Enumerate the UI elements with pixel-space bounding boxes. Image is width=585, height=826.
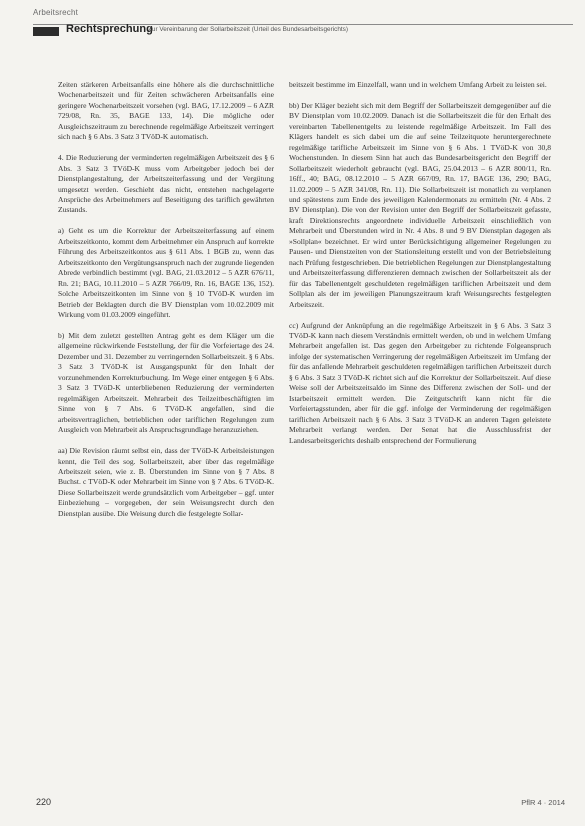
text-column-right xyxy=(289,80,551,456)
paragraph: b) Mit dem zuletzt gestellten Antrag geht es dem Kläger um die allgemeine rückwirkende Feststellung, der für die Vorfeiertage des 24. Dezember und 31. Dezember zu verringernden Sollarbeitszeit. § 6 Abs. 3 Satz 3 TVöD-K ist Ausgangspunkt für den Inhalt der vorzunehmenden Korrekturbuchung. Im Wege einer entgegen § 6 Abs. 3 Satz 3 TVöD-K unterbliebenen Reduzierung der verminderten regelmäßigen Arbeitszeit. Mehrarbeit des Teilzeitbeschäftigten im Sinne von § 7 Abs. 6 TVöD-K angefallen, sind die arbeitsvertraglichen, betrieblichen oder tariflichen Regelungen zum Ausgleich von Mehrarbeit als Anspruchsgrundlage heranzuziehen. xyxy=(58,331,274,435)
paragraph: aa) Die Revision räumt selbst ein, dass der TVöD-K Arbeitsleistungen kennt, die Teil des sog. Sollarbeitszeit, aber über das regelmäßige Arbeitszeit seien, wie z. B. Überstunden im Sinne von § 7 Abs. 8 Buchst. c TVöD-K oder Mehrarbeit im Sinne von § 7 Abs. 6 TVöD-K. Diese Sollarbeitszeit werde grundsätzlich vom Arbeitgeber – ggf. unter Einbeziehung – vorgegeben, der sein Weisungsrecht durch den Dienstplan ausübe. Die Weisung durch die festgelegte Sollar- xyxy=(58,446,274,518)
page-title: Rechtsprechung xyxy=(66,23,153,35)
page-subtitle: Zur Vereinbarung der Sollarbeitszeit (Urteil des Bundesarbeitsgerichts) xyxy=(148,26,348,33)
page-number: 220 xyxy=(36,797,52,807)
header-marker xyxy=(33,27,59,36)
section-label: Arbeitsrecht xyxy=(33,8,79,17)
paragraph: 4. Die Reduzierung der verminderten regelmäßigen Arbeitszeit des § 6 Abs. 3 Satz 3 TVöD-K muss vom Arbeitgeber jedoch bei der Dienstplangestaltung, der Arbeitszeiterfassung und der Vergütung umgesetzt werden. Geschieht das nicht, entstehen nachgelagerte Ansprüche des Arbeitnehmers auf Beseitigung des tariflich gewährten Zustands. xyxy=(58,153,274,215)
journal-issue: PflR 4 · 2014 xyxy=(521,798,565,807)
paragraph: cc) Aufgrund der Anknüpfung an die regelmäßige Arbeitszeit in § 6 Abs. 3 Satz 3 TVöD-K kann nach diesem Verständnis ermittelt werden, ob und in welchem Umfang Mehrarbeit angefallen ist. Das gegen den Arbeitgeber zu richtende Folgeanspruch infolge der systematischen Verringerung der regelmäßigen Arbeitszeit im Umfang der für das anfallende Mehrarbeit geschuldeten regelmäßigen tariflichen Arbeitszeit durch § 6 Abs. 3 Satz 3 TVöD-K richtet sich auf die Korrektur der Sollarbeitszeit. Auf diese Weise soll der Arbeitszeitsaldo im Sinne des Differenz zwischen der Soll- und der Istarbeitszeit ermittelt werden. Die Zeitgutschrift kann nicht für die Vorfeiertagsstunden, aber für die ggf. infolge der Verminderung der regelmäßigen tariflichen Arbeitszeit nach § 6 Abs. 3 Satz 3 TVöD-K an anderen Tagen geleistete Mehrarbeit verlangt werden. Der Senat hat die Ausschlussfrist der Landesarbeitsgerichts deshalb entsprechend der Formulierung xyxy=(289,320,551,445)
paragraph: a) Geht es um die Korrektur der Arbeitszeiterfassung auf einem Arbeitszeitkonto, kommt dem Arbeitnehmer ein Anspruch auf korrekte Führung des Arbeitszeitkontos aus § 611 Abs. 1 BGB zu, wenn das Arbeitszeitkonto den Vergütungsanspruch nach der zugrunde liegenden Abrede verbindlich bestimmt (vgl. BAG, 21.03.2012 – 5 AZR 676/11, Rn. 21; BAG, 10.11.2010 – 5 AZR 766/09, Rn. 16, BAGE 136, 152). Solche Arbeitszeitkonten im Sinne von § 10 TVöD-K wurden im Betrieb der Beklagten durch die BV Dienstplan vom 10.02.2009 mit Wirkung vom 01.03.2009 eingeführt. xyxy=(58,226,274,320)
text-column-left xyxy=(58,80,274,530)
paragraph: bb) Der Kläger bezieht sich mit dem Begriff der Sollarbeitszeit demgegenüber auf die BV Dienstplan vom 10.02.2009. Danach ist die Sollarbeitszeit die für den Erhalt des vereinbarten Tabellenentgelts zu leistende regelmäßige Arbeitszeit. Im Fall des Klägers handelt es sich dabei um die auf seine Teilzeitquote heruntergerechnete regelmäßige tarifliche Arbeitszeit im Sinne von § 6 Abs. 1 TVöD-K von 30,8 Wochenstunden. In diesem Sinn hat auch das Bundesarbeitsgericht den Begriff der Sollarbeitszeit wiederholt gebraucht (vgl. BAG, 25.04.2013 – 6 AZR 800/11, Rn. 16ff., 40; BAG, 08.12.2010 – 5 AZR 667/09, Rn. 17, BAGE 136, 290; BAG, 11.02.2009 – 5 AZR 341/08, Rn. 11). Die Sollarbeitszeit ist monatlich zu verplanen und spätestens zum Ende des jeweiligen Kalendermonats zu ermitteln (Nr. 4 Abs. 2 BV Dienstplan). Die von der Revision unter den Begriff der Sollarbeitszeit gefasste, kraft Direktionsrechts angeordnete individuelle Arbeitszeit einschließlich von Mehrarbeit und Überstunden wird in Nr. 4 Abs. 8 und 9 BV Dienstplan dagegen als »Sollplan« bezeichnet. Er wird unter Berücksichtigung allgemeiner Regelungen zu Pausen- und Dienstzeiten von der Stationsleitung erstellt und von der Betriebsleitung nach Prüfung festgeschrieben. Die betrieblichen Regelungen zur Dienstplangestaltung und Arbeitszeiterfassung differenzieren demnach zwischen der Sollarbeitszeit als der für das Tabellenentgelt geschuldeten regelmäßigen tariflichen Arbeitszeit und dem Sollplan als der im jeweiligen Planungszeitraum kraft Weisungsrechts festgelegten Arbeitszeit. xyxy=(289,100,551,309)
paragraph: Zeiten stärkeren Arbeitsanfalls eine höhere als die durchschnittliche Wochenarbeitszeit und für Zeiten schwächeren Arbeitsanfalls eine geringere Wochenarbeitszeit vorsehen (vgl. BAG, 17.12.2009 – 6 AZR 729/08, Rn. 35, BAGE 133, 14). Die mögliche oder Ausgleichszeitraum zu berechnende regelmäßige Arbeitszeit verringert sich nach § 6 Abs. 3 Satz 3 TVöD-K automatisch. xyxy=(58,80,274,142)
paragraph: beitszeit bestimme im Einzelfall, wann und in welchem Umfang Arbeit zu leisten sei. xyxy=(289,80,547,89)
